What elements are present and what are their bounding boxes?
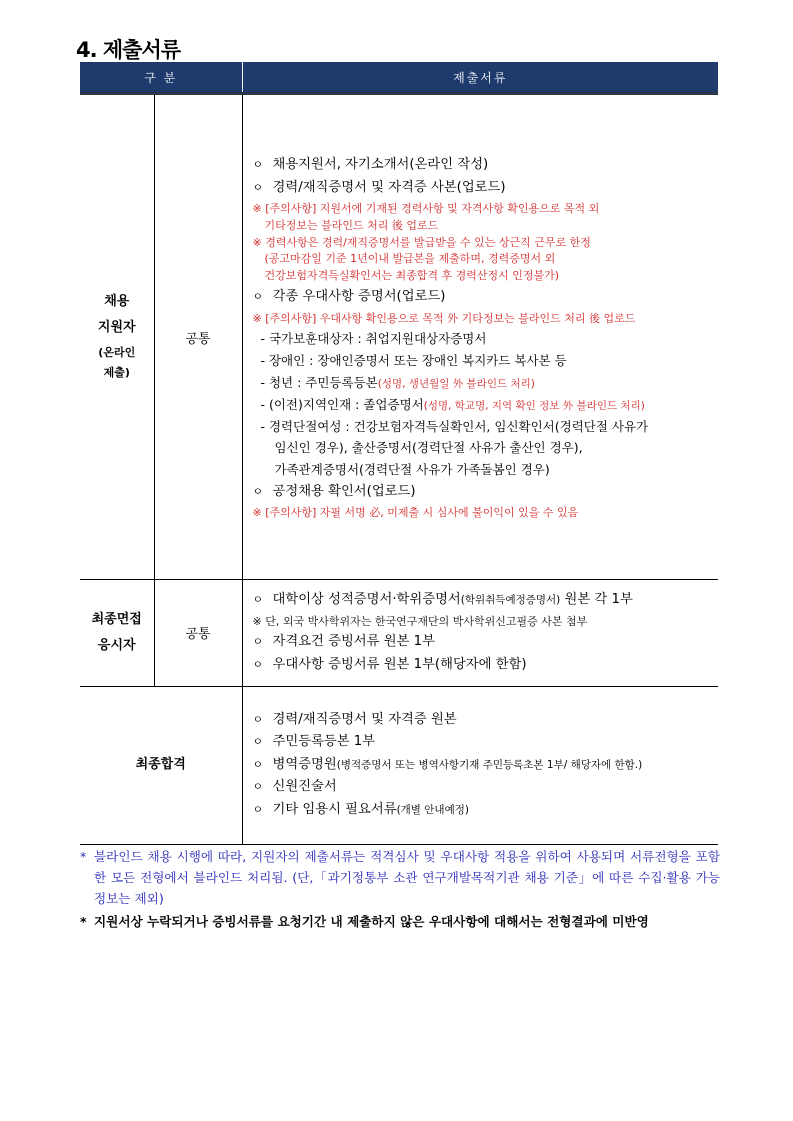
list-item-small: (학위취득예정증명서) xyxy=(460,594,561,606)
notice-text: 기타정보는 블라인드 처리 後 업로드 xyxy=(264,218,439,232)
sub-item: - 경력단절여성 : 건강보험자격득실확인서, 임신확인서(경력단절 사유가 xyxy=(260,418,649,434)
sub-item xyxy=(261,397,719,413)
list-item xyxy=(253,757,719,774)
final-items xyxy=(242,686,718,844)
header-documents: 제출서류 xyxy=(242,62,718,94)
list-item: ㅇ 우대사항 증빙서류 원본 1부(해당자에 한함) xyxy=(253,657,719,674)
final-category: 최종합격 xyxy=(80,686,242,844)
sub-item xyxy=(261,375,719,391)
footer-note-preference: * 지원서상 누락되거나 증빙서류를 요청기간 내 제출하지 않은 우대사항에 대해서는 전형결과에 미반영 xyxy=(80,911,720,932)
footer-notes xyxy=(80,846,720,932)
list-item: ㅇ 신원진술서 xyxy=(253,779,719,796)
sub-item: - 장애인 : 장애인증명서 또는 장애인 복지카드 복사본 등 xyxy=(260,352,567,368)
list-item: ㅇ 공정채용 확인서(업로드) xyxy=(253,484,719,501)
recruit-category-label2: 지원자 xyxy=(97,320,136,335)
sub-item-text: - (이전)지역인재 : 졸업증명서 xyxy=(260,396,424,412)
recruit-category xyxy=(80,94,154,580)
sub-item-note: (성명, 학교명, 지역 확인 정보 外 블라인드 처리) xyxy=(423,399,645,412)
list-item: ㅇ 경력/재직증명서 및 자격증 원본 xyxy=(253,712,719,729)
list-item: ㅇ 자격요건 증빙서류 원본 1부 xyxy=(253,634,719,651)
row-final xyxy=(80,686,718,844)
notice-text: 건강보험자격득실확인서는 최종합격 후 경력산정시 인정불가) xyxy=(264,269,560,283)
recruit-category-sub2: 제출) xyxy=(103,366,130,379)
list-item-small: (병적증명서 또는 병역사항기재 주민등록초본 1부/ 해당자에 한함.) xyxy=(336,758,643,771)
notice-text: ※ [주의사항] 지원서에 기재된 경력사항 및 자격사항 확인용으로 목적 외 xyxy=(252,202,600,216)
recruit-group: 공통 xyxy=(154,94,242,580)
table-header-row xyxy=(80,62,718,94)
list-item: ㅇ 주민등록등본 1부 xyxy=(253,734,719,751)
notice-text: ※ [주의사항] 자필 서명 必, 미제출 시 심사에 불이익이 있을 수 있음 xyxy=(252,506,579,520)
notice-text: ※ 경력사항은 경력/재직증명서를 발급받을 수 있는 상근직 근무로 한정 xyxy=(252,235,591,249)
notice-text: ※ 단, 외국 박사학위자는 한국연구재단의 박사학위신고필증 사본 첨부 xyxy=(252,614,588,628)
header-category: 구 분 xyxy=(80,62,242,94)
recruit-items xyxy=(242,94,718,580)
sub-item: 임신인 경우), 출산증명서(경력단절 사유가 출산인 경우), xyxy=(274,440,583,456)
section-title: 4. 제출서류 xyxy=(76,38,181,62)
recruit-category-label: 채용 xyxy=(104,294,130,309)
interview-items xyxy=(242,580,718,687)
list-item xyxy=(253,592,719,609)
list-item-text: 병역증명원 xyxy=(272,756,337,772)
list-item: ㅇ 경력/재직증명서 및 자격증 사본(업로드) xyxy=(253,180,719,197)
list-item: ㅇ 각종 우대사항 증명서(업로드) xyxy=(253,289,719,306)
notice-text: (공고마감일 기준 1년이내 발급본을 제출하며, 경력증명서 외 xyxy=(264,252,556,266)
sub-item-text: - 청년 : 주민등록등본 xyxy=(260,374,378,390)
list-item: ㅇ 채용지원서, 자기소개서(온라인 작성) xyxy=(253,157,719,174)
footer-note-blind: * 블라인드 채용 시행에 따라, 지원자의 제출서류는 적격심사 및 우대사항 적용을 위하여 사용되며 서류전형을 포함한 모든 전형에서 블라인드 처리됨. (단,「과기정통부 소관 연구개발목적기관 채용 기준」에 따른 수집·활용 가능 정보는 제외) xyxy=(80,846,720,909)
interview-category-label2: 응시자 xyxy=(97,637,136,653)
interview-group: 공통 xyxy=(154,580,242,687)
list-item-tail: 원본 각 1부 xyxy=(560,592,633,607)
notice-text: ※ [주의사항] 우대사항 확인용으로 목적 外 기타정보는 블라인드 처리 後 업로드 xyxy=(252,311,636,325)
row-interview xyxy=(80,580,718,687)
list-item-text: 대학이상 성적증명서·학위증명서 xyxy=(272,592,461,607)
interview-category xyxy=(80,580,154,687)
documents-table xyxy=(80,62,718,845)
sub-item: 가족관계증명서(경력단절 사유가 가족돌봄인 경우) xyxy=(274,462,550,478)
sub-item-note: (성명, 생년월일 外 블라인드 처리) xyxy=(377,377,535,390)
interview-category-label: 최종면접 xyxy=(91,611,142,627)
sub-item: - 국가보훈대상자 : 취업지원대상자증명서 xyxy=(260,331,487,347)
row-recruit xyxy=(80,94,718,580)
list-item-text: 기타 임용시 필요서류 xyxy=(272,801,397,817)
list-item-small: (개별 안내예정) xyxy=(396,803,469,816)
recruit-category-sub: (온라인 xyxy=(98,346,136,359)
list-item xyxy=(253,802,719,819)
